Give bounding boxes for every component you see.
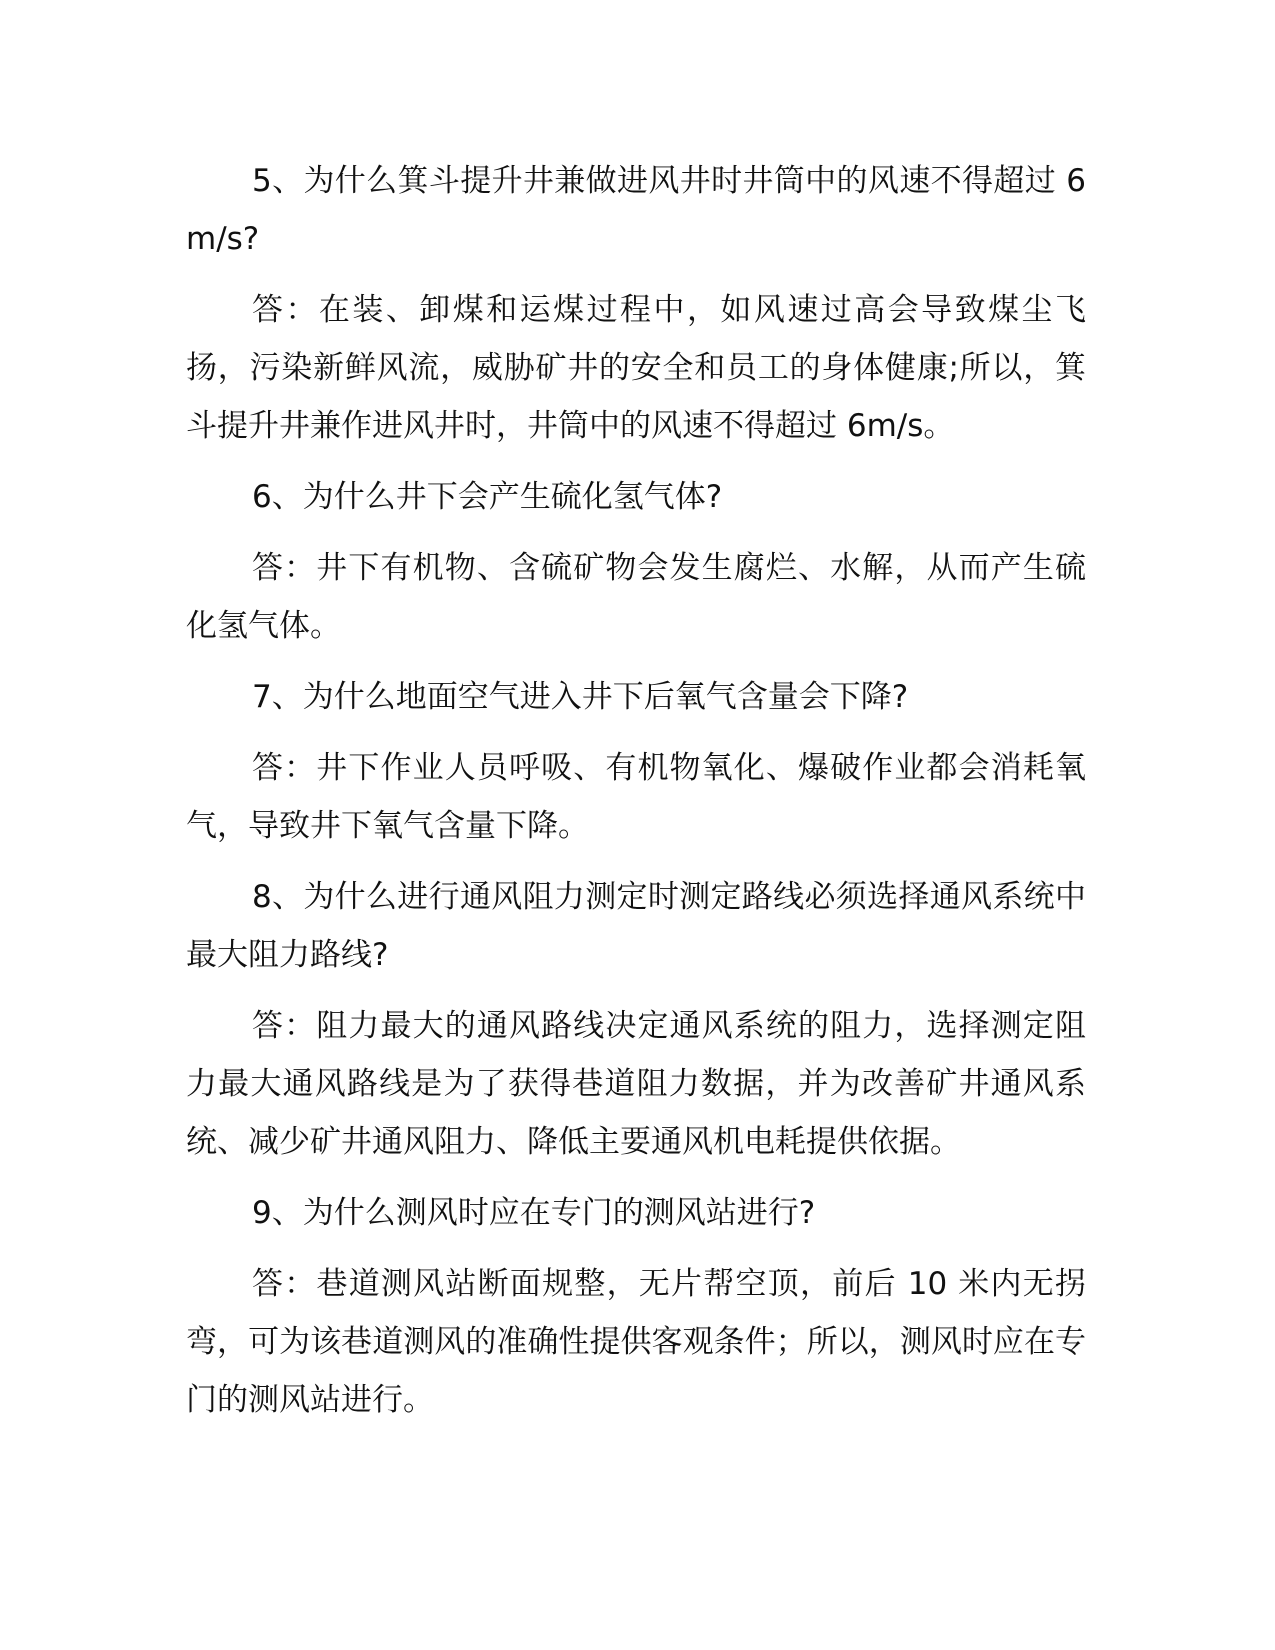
answer-9: 答：巷道测风站断面规整，无片帮空顶，前后 10 米内无拐弯，可为该巷道测风的准确性提供客观条件；所以，测风时应在专门的测风站进行。 bbox=[186, 1266, 1086, 1418]
question-5: 5、为什么箕斗提升井兼做进风井时井筒中的风速不得超过 6m/s? bbox=[186, 163, 1086, 257]
question-8: 8、为什么进行通风阻力测定时测定路线必须选择通风系统中最大阻力路线? bbox=[186, 879, 1086, 973]
answer-8: 答：阻力最大的通风路线决定通风系统的阻力，选择测定阻力最大通风路线是为了获得巷道阻力数据，并为改善矿井通风系统、减少矿井通风阻力、降低主要通风机电耗提供依据。 bbox=[186, 1008, 1086, 1160]
question-9: 9、为什么测风时应在专门的测风站进行? bbox=[252, 1195, 816, 1231]
answer-6: 答：井下有机物、含硫矿物会发生腐烂、水解，从而产生硫化氢气体。 bbox=[186, 550, 1086, 644]
answer-5: 答：在装、卸煤和运煤过程中，如风速过高会导致煤尘飞扬，污染新鲜风流，威胁矿井的安全和员工的身体健康;所以，箕斗提升井兼作进风井时，井筒中的风速不得超过 6m/s。 bbox=[186, 292, 1086, 444]
document-body bbox=[186, 152, 1086, 1442]
answer-7: 答：井下作业人员呼吸、有机物氧化、爆破作业都会消耗氧气，导致井下氧气含量下降。 bbox=[186, 750, 1086, 844]
question-7: 7、为什么地面空气进入井下后氧气含量会下降? bbox=[252, 679, 909, 715]
question-6: 6、为什么井下会产生硫化氢气体? bbox=[252, 479, 723, 515]
